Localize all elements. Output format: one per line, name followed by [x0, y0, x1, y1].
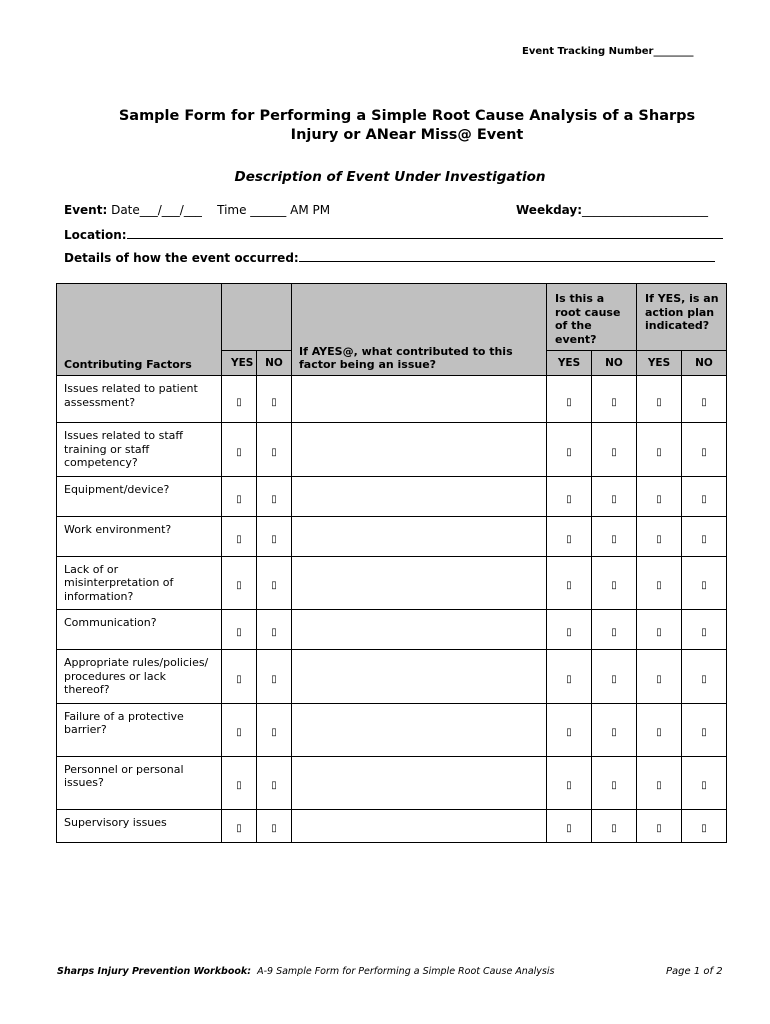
notes-cell[interactable] — [292, 476, 547, 516]
table-row — [57, 423, 727, 477]
header-root-no: NO — [592, 351, 637, 376]
cell-factor-yes — [222, 809, 257, 842]
action-plan-yes-checkbox[interactable]: ▯ — [656, 823, 662, 834]
page-number: Page 1 of 2 — [666, 966, 723, 977]
footer — [57, 966, 554, 977]
root-cause-no-checkbox[interactable]: ▯ — [611, 396, 617, 408]
cell-factor-yes — [222, 556, 257, 610]
factor-label: Work environment? — [57, 516, 222, 556]
root-cause-yes-checkbox[interactable]: ▯ — [566, 493, 572, 505]
action-plan-yes-checkbox[interactable]: ▯ — [656, 580, 662, 592]
cell-action-plan-yes — [637, 703, 682, 756]
factor-label: Issues related to staff training or staff competency? — [57, 423, 222, 477]
cell-factor-no — [257, 650, 292, 704]
table-row — [57, 703, 727, 756]
cell-action-plan-yes — [637, 476, 682, 516]
factor-no-checkbox[interactable]: ▯ — [271, 727, 277, 738]
root-cause-yes-checkbox[interactable]: ▯ — [566, 780, 572, 791]
cell-action-plan-no — [682, 809, 727, 842]
root-cause-yes-checkbox[interactable]: ▯ — [566, 580, 572, 592]
action-plan-no-checkbox[interactable]: ▯ — [701, 780, 707, 791]
cell-action-plan-no — [682, 756, 727, 809]
cell-root-cause-yes — [547, 610, 592, 650]
factor-no-checkbox[interactable]: ▯ — [271, 446, 277, 458]
factor-label: Appropriate rules/policies/ procedures or lack thereof? — [57, 650, 222, 704]
cell-factor-no — [257, 376, 292, 423]
action-plan-no-checkbox[interactable]: ▯ — [701, 493, 707, 505]
title-line-2: Injury or ANear Miss@ Event — [290, 127, 524, 143]
action-plan-yes-checkbox[interactable]: ▯ — [656, 780, 662, 791]
details-blank[interactable] — [299, 249, 715, 262]
cell-factor-yes — [222, 376, 257, 423]
cell-factor-yes — [222, 516, 257, 556]
table-row — [57, 516, 727, 556]
cell-root-cause-yes — [547, 756, 592, 809]
notes-cell[interactable] — [292, 376, 547, 423]
event-tracking-number — [522, 46, 693, 57]
cell-factor-yes — [222, 423, 257, 477]
cell-action-plan-no — [682, 556, 727, 610]
location-field[interactable] — [64, 226, 723, 242]
factor-yes-checkbox[interactable]: ▯ — [236, 780, 242, 791]
header-contributing-question: If AYES@, what contributed to this factor being an issue? — [292, 284, 547, 376]
root-cause-yes-checkbox[interactable]: ▯ — [566, 627, 572, 638]
factor-no-checkbox[interactable]: ▯ — [271, 533, 277, 545]
weekday-label: Weekday: — [516, 203, 583, 217]
date-field[interactable]: Date___/___/___ — [111, 203, 202, 217]
cell-factor-yes — [222, 756, 257, 809]
header-yes: YES — [222, 351, 257, 376]
root-cause-yes-checkbox[interactable]: ▯ — [566, 396, 572, 408]
cell-factor-yes — [222, 610, 257, 650]
header-yes-no-group — [222, 284, 292, 351]
notes-cell[interactable] — [292, 423, 547, 477]
factor-yes-checkbox[interactable]: ▯ — [236, 493, 242, 505]
cell-root-cause-no — [592, 556, 637, 610]
time-field[interactable]: Time ______ AM PM — [217, 203, 331, 217]
root-cause-no-checkbox[interactable]: ▯ — [611, 673, 617, 685]
cell-factor-no — [257, 809, 292, 842]
root-cause-no-checkbox[interactable]: ▯ — [611, 627, 617, 638]
table-row — [57, 476, 727, 516]
cell-factor-no — [257, 556, 292, 610]
cell-root-cause-no — [592, 376, 637, 423]
cell-factor-no — [257, 516, 292, 556]
factor-yes-checkbox[interactable]: ▯ — [236, 823, 242, 834]
table-row — [57, 610, 727, 650]
factor-no-checkbox[interactable]: ▯ — [271, 493, 277, 505]
cell-root-cause-no — [592, 476, 637, 516]
action-plan-no-checkbox[interactable]: ▯ — [701, 823, 707, 834]
cell-factor-yes — [222, 703, 257, 756]
action-plan-yes-checkbox[interactable]: ▯ — [656, 627, 662, 638]
factor-yes-checkbox[interactable]: ▯ — [236, 533, 242, 545]
notes-cell[interactable] — [292, 756, 547, 809]
root-cause-no-checkbox[interactable]: ▯ — [611, 823, 617, 834]
location-blank[interactable] — [127, 226, 723, 239]
action-plan-no-checkbox[interactable]: ▯ — [701, 627, 707, 638]
cell-root-cause-yes — [547, 809, 592, 842]
cell-factor-yes — [222, 650, 257, 704]
root-cause-yes-checkbox[interactable]: ▯ — [566, 823, 572, 834]
cell-root-cause-no — [592, 610, 637, 650]
cell-action-plan-yes — [637, 556, 682, 610]
factor-label: Failure of a protective barrier? — [57, 703, 222, 756]
cell-factor-no — [257, 423, 292, 477]
details-label: Details of how the event occurred: — [64, 251, 299, 265]
cell-action-plan-no — [682, 376, 727, 423]
action-plan-yes-checkbox[interactable]: ▯ — [656, 727, 662, 738]
cell-action-plan-yes — [637, 756, 682, 809]
cell-root-cause-no — [592, 423, 637, 477]
table-row — [57, 556, 727, 610]
root-cause-no-checkbox[interactable]: ▯ — [611, 727, 617, 738]
factor-label: Lack of or misinterpretation of information? — [57, 556, 222, 610]
cell-action-plan-yes — [637, 423, 682, 477]
factor-yes-checkbox[interactable]: ▯ — [236, 727, 242, 738]
factor-yes-checkbox[interactable]: ▯ — [236, 627, 242, 638]
cell-action-plan-yes — [637, 610, 682, 650]
factor-no-checkbox[interactable]: ▯ — [271, 780, 277, 791]
cell-action-plan-no — [682, 610, 727, 650]
root-cause-no-checkbox[interactable]: ▯ — [611, 446, 617, 458]
details-field[interactable] — [64, 249, 715, 265]
header-root-yes: YES — [547, 351, 592, 376]
header-action-no: NO — [682, 351, 727, 376]
action-plan-no-checkbox[interactable]: ▯ — [701, 727, 707, 738]
cell-factor-yes — [222, 476, 257, 516]
cell-root-cause-no — [592, 756, 637, 809]
action-plan-no-checkbox[interactable]: ▯ — [701, 580, 707, 592]
action-plan-yes-checkbox[interactable]: ▯ — [656, 533, 662, 545]
table-row — [57, 756, 727, 809]
header-no: NO — [257, 351, 292, 376]
cell-root-cause-no — [592, 516, 637, 556]
factor-no-checkbox[interactable]: ▯ — [271, 627, 277, 638]
location-label: Location: — [64, 228, 127, 242]
cell-action-plan-no — [682, 703, 727, 756]
cell-action-plan-yes — [637, 650, 682, 704]
factor-no-checkbox[interactable]: ▯ — [271, 673, 277, 685]
event-label: Event: — [64, 203, 108, 217]
table-row — [57, 376, 727, 423]
factor-no-checkbox[interactable]: ▯ — [271, 396, 277, 408]
cell-factor-no — [257, 756, 292, 809]
page-title — [60, 107, 754, 145]
tracking-label: Event Tracking Number — [522, 46, 654, 57]
root-cause-yes-checkbox[interactable]: ▯ — [566, 673, 572, 685]
cell-factor-no — [257, 703, 292, 756]
factor-yes-checkbox[interactable]: ▯ — [236, 673, 242, 685]
notes-cell[interactable] — [292, 516, 547, 556]
root-cause-no-checkbox[interactable]: ▯ — [611, 580, 617, 592]
cell-action-plan-yes — [637, 516, 682, 556]
event-date-time-field[interactable] — [64, 203, 330, 217]
root-cause-no-checkbox[interactable]: ▯ — [611, 533, 617, 545]
factor-label: Communication? — [57, 610, 222, 650]
cell-action-plan-no — [682, 650, 727, 704]
header-contributing-factors: Contributing Factors — [57, 284, 222, 376]
cell-root-cause-yes — [547, 423, 592, 477]
action-plan-yes-checkbox[interactable]: ▯ — [656, 446, 662, 458]
weekday-field[interactable] — [516, 203, 708, 217]
factor-label: Supervisory issues — [57, 809, 222, 842]
header-action-yes: YES — [637, 351, 682, 376]
cell-factor-no — [257, 610, 292, 650]
cell-root-cause-yes — [547, 476, 592, 516]
contributing-factors-table — [56, 283, 727, 843]
cell-factor-no — [257, 476, 292, 516]
action-plan-no-checkbox[interactable]: ▯ — [701, 533, 707, 545]
notes-cell[interactable] — [292, 650, 547, 704]
notes-cell[interactable] — [292, 556, 547, 610]
action-plan-no-checkbox[interactable]: ▯ — [701, 446, 707, 458]
root-cause-no-checkbox[interactable]: ▯ — [611, 493, 617, 505]
cell-action-plan-yes — [637, 376, 682, 423]
root-cause-yes-checkbox[interactable]: ▯ — [566, 446, 572, 458]
cell-root-cause-yes — [547, 703, 592, 756]
cell-action-plan-no — [682, 476, 727, 516]
cell-root-cause-no — [592, 809, 637, 842]
action-plan-no-checkbox[interactable]: ▯ — [701, 673, 707, 685]
cell-action-plan-no — [682, 516, 727, 556]
cell-root-cause-yes — [547, 556, 592, 610]
cell-root-cause-yes — [547, 516, 592, 556]
cell-action-plan-yes — [637, 809, 682, 842]
notes-cell[interactable] — [292, 809, 547, 842]
factor-yes-checkbox[interactable]: ▯ — [236, 396, 242, 408]
title-line-1: Sample Form for Performing a Simple Root Cause Analysis of a Sharps — [118, 108, 696, 124]
action-plan-yes-checkbox[interactable]: ▯ — [656, 673, 662, 685]
factor-yes-checkbox[interactable]: ▯ — [236, 446, 242, 458]
factor-label: Personnel or personal issues? — [57, 756, 222, 809]
footer-workbook: Sharps Injury Prevention Workbook: — [57, 966, 252, 977]
factor-label: Issues related to patient assessment? — [57, 376, 222, 423]
factor-no-checkbox[interactable]: ▯ — [271, 580, 277, 592]
section-subtitle: Description of Event Under Investigation — [234, 169, 546, 185]
cell-root-cause-no — [592, 703, 637, 756]
factor-label: Equipment/device? — [57, 476, 222, 516]
cell-root-cause-no — [592, 650, 637, 704]
notes-cell[interactable] — [292, 703, 547, 756]
factor-yes-checkbox[interactable]: ▯ — [236, 580, 242, 592]
root-cause-yes-checkbox[interactable]: ▯ — [566, 727, 572, 738]
cell-root-cause-yes — [547, 650, 592, 704]
cell-action-plan-no — [682, 423, 727, 477]
table-row — [57, 809, 727, 842]
table-row — [57, 650, 727, 704]
action-plan-no-checkbox[interactable]: ▯ — [701, 396, 707, 408]
footer-doc-title: A-9 Sample Form for Performing a Simple Root Cause Analysis — [257, 966, 555, 977]
root-cause-no-checkbox[interactable]: ▯ — [611, 780, 617, 791]
header-root-cause: Is this a root cause of the event? — [547, 284, 637, 351]
root-cause-yes-checkbox[interactable]: ▯ — [566, 533, 572, 545]
action-plan-yes-checkbox[interactable]: ▯ — [656, 493, 662, 505]
notes-cell[interactable] — [292, 610, 547, 650]
factor-no-checkbox[interactable]: ▯ — [271, 823, 277, 834]
action-plan-yes-checkbox[interactable]: ▯ — [656, 396, 662, 408]
cell-root-cause-yes — [547, 376, 592, 423]
weekday-blank[interactable]: _____________________ — [582, 203, 709, 217]
header-action-plan: If YES, is an action plan indicated? — [637, 284, 727, 351]
tracking-blank[interactable]: ________ — [653, 46, 694, 57]
